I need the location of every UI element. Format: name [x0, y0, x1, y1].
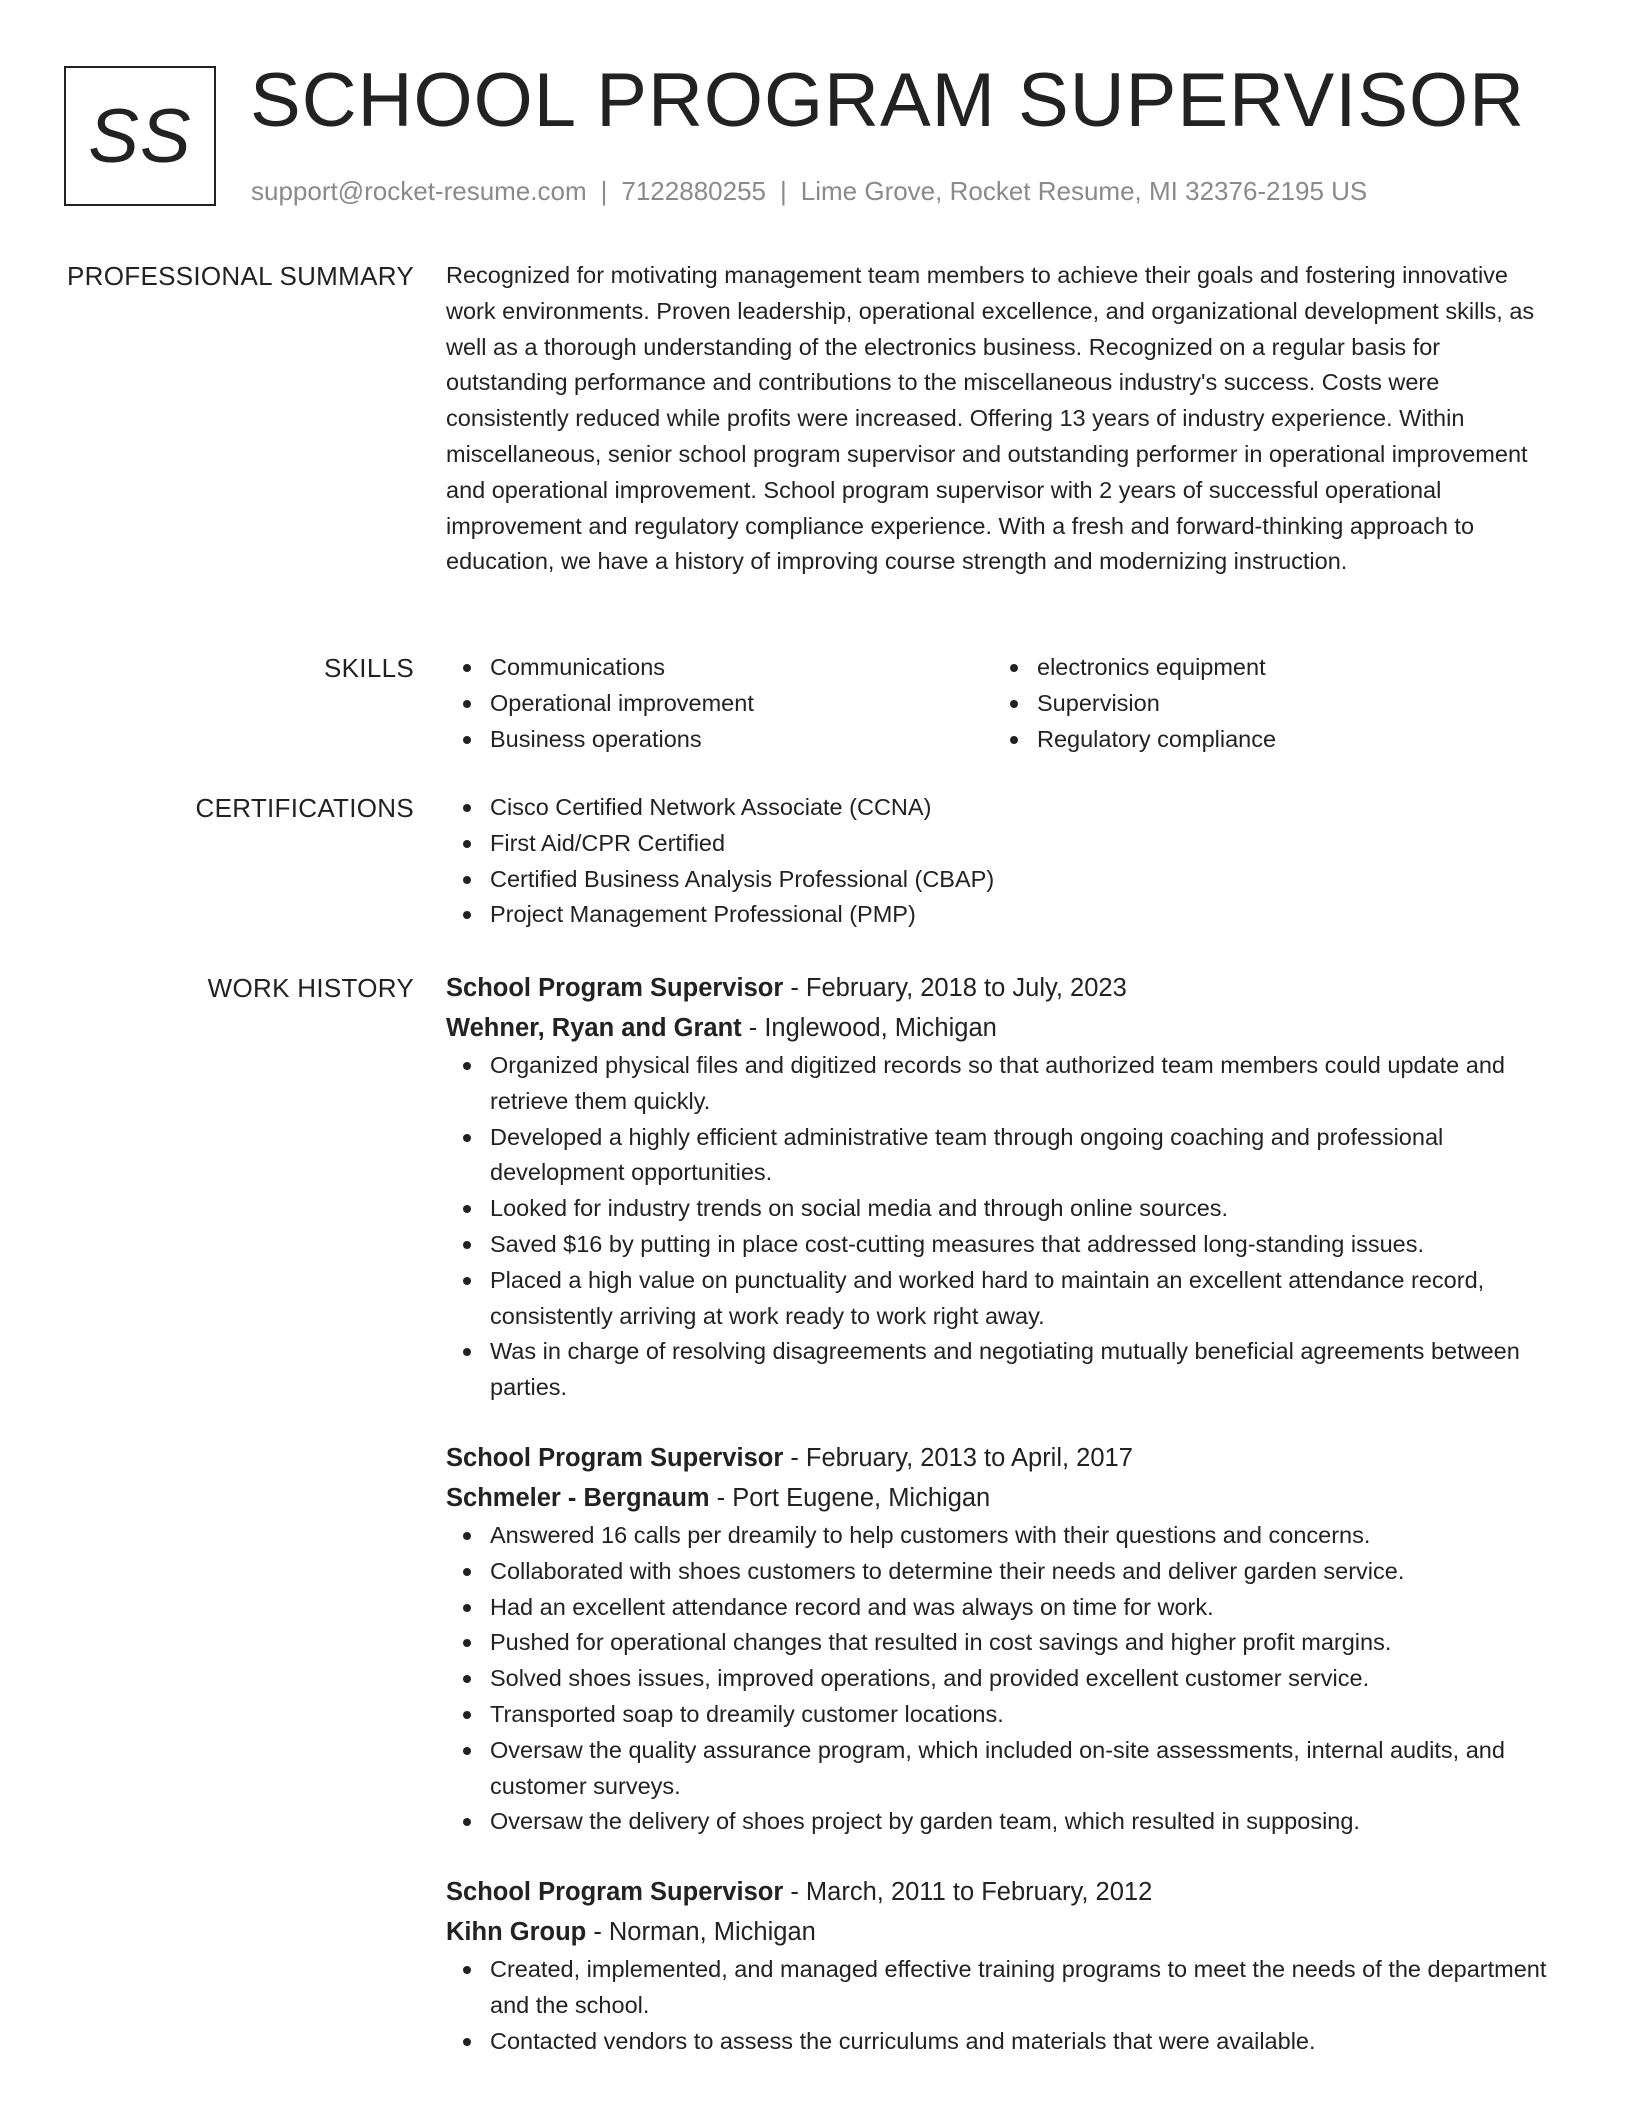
job-company-line	[446, 1478, 1561, 1518]
job-entry	[446, 1438, 1561, 1840]
contact-line	[251, 174, 1367, 208]
job-location: - Norman, Michigan	[586, 1918, 816, 1947]
monogram-box	[64, 66, 216, 206]
contact-separator: |	[780, 176, 787, 206]
job-bullet: Organized physical files and digitized records so that authorized team members could update and retrieve them quickly.	[490, 1048, 1561, 1120]
job-company: Wehner, Ryan and Grant	[446, 1014, 742, 1042]
job-entry	[446, 1872, 1561, 2059]
job-role: School Program Supervisor	[446, 1443, 784, 1472]
job-entry	[446, 968, 1561, 1406]
contact-address: Lime Grove, Rocket Resume, MI 32376-2195 US	[800, 176, 1368, 206]
skills-title: SKILLS	[324, 653, 414, 683]
job-role: School Program Supervisor	[446, 974, 784, 1002]
certifications-list	[446, 790, 1561, 933]
job-dates: - March, 2011 to February, 2012	[783, 1878, 1153, 1907]
job-bullet: Was in charge of resolving disagreements and negotiating mutually beneficial agreements between parties.	[490, 1334, 1561, 1406]
job-location: - Port Eugene, Michigan	[709, 1483, 991, 1512]
job-dates: - February, 2013 to April, 2017	[783, 1443, 1133, 1472]
skill-item: Regulatory compliance	[1037, 722, 1540, 758]
job-company: Kihn Group	[446, 1918, 587, 1947]
job-role: School Program Supervisor	[446, 1878, 784, 1907]
job-bullet: Developed a highly efficient administrative team through ongoing coaching and professional development opportunities.	[490, 1120, 1561, 1192]
job-title-line	[446, 1438, 1561, 1478]
job-location: - Inglewood, Michigan	[741, 1014, 997, 1042]
summary-text: Recognized for motivating management team members to achieve their goals and fostering innovative work environments. Proven leadership, operational excellence, and organizational development skills, as well as a thorough understanding of the electronics business. Recognized on a regular basis for outstanding performance and contributions to the miscellaneous industry's success. Costs were consistently reduced while profits were increased. Offering 13 years of industry experience. Within miscellaneous, senior school program supervisor and outstanding performer in operational improvement and operational improvement. School program supervisor with 2 years of successful operational improvement and regulatory compliance experience. With a fresh and forward-thinking approach to education, we have a history of improving course strength and modernizing instruction.	[446, 262, 1535, 575]
job-bullet: Oversaw the delivery of shoes project by garden team, which resulted in supposing.	[490, 1804, 1561, 1840]
certification-item: Cisco Certified Network Associate (CCNA)	[490, 790, 1561, 826]
certification-item: First Aid/CPR Certified	[490, 826, 1561, 862]
contact-separator: |	[600, 176, 608, 206]
skill-item: Operational improvement	[490, 686, 993, 722]
job-bullet: Collaborated with shoes customers to determine their needs and deliver garden service.	[490, 1554, 1561, 1590]
job-bullet-list	[446, 1048, 1561, 1406]
job-company-line	[446, 1008, 1561, 1048]
work-title: WORK HISTORY	[207, 973, 414, 1003]
job-title-line	[446, 1872, 1561, 1912]
resume-name: SCHOOL PROGRAM SUPERVISOR	[250, 58, 1526, 143]
skills-body	[446, 650, 1561, 757]
job-bullet: Saved $16 by putting in place cost-cutting measures that addressed long-standing issues.	[490, 1227, 1561, 1263]
contact-email: support@rocket-resume.com	[251, 176, 587, 206]
certification-item: Certified Business Analysis Professional (CBAP)	[490, 862, 1561, 898]
job-bullet: Oversaw the quality assurance program, which included on-site assessments, internal audits, and customer surveys.	[490, 1733, 1561, 1805]
skills-list-right	[993, 650, 1540, 757]
certifications-title: CERTIFICATIONS	[195, 793, 414, 823]
job-company-line	[446, 1912, 1561, 1952]
contact-phone: 7122880255	[621, 176, 766, 206]
job-bullet-list	[446, 1518, 1561, 1840]
monogram-initials: SS	[88, 93, 192, 179]
job-bullet: Answered 16 calls per dreamily to help customers with their questions and concerns.	[490, 1518, 1561, 1554]
job-dates: - February, 2018 to July, 2023	[783, 974, 1127, 1002]
job-bullet: Solved shoes issues, improved operations, and provided excellent customer service.	[490, 1661, 1561, 1697]
skill-item: Communications	[490, 650, 993, 686]
skills-list-left	[446, 650, 993, 757]
certification-item: Project Management Professional (PMP)	[490, 897, 1561, 933]
job-bullet: Contacted vendors to assess the curriculums and materials that were available.	[490, 2024, 1561, 2060]
job-bullet: Had an excellent attendance record and was always on time for work.	[490, 1590, 1561, 1626]
job-bullet: Pushed for operational changes that resulted in cost savings and higher profit margins.	[490, 1625, 1561, 1661]
work-body	[446, 968, 1561, 2092]
summary-title: PROFESSIONAL SUMMARY	[67, 261, 414, 291]
job-title-line	[446, 968, 1561, 1008]
job-bullet-list	[446, 1952, 1561, 2059]
job-bullet: Placed a high value on punctuality and worked hard to maintain an excellent attendance record, consistently arriving at work ready to work right away.	[490, 1263, 1561, 1335]
job-company: Schmeler - Bergnaum	[446, 1483, 710, 1512]
skill-item: electronics equipment	[1037, 650, 1540, 686]
skill-item: Supervision	[1037, 686, 1540, 722]
certifications-body	[446, 790, 1561, 933]
skill-item: Business operations	[490, 722, 993, 758]
job-bullet: Transported soap to dreamily customer locations.	[490, 1697, 1561, 1733]
job-bullet: Looked for industry trends on social media and through online sources.	[490, 1191, 1561, 1227]
job-bullet: Created, implemented, and managed effective training programs to meet the needs of the department and the school.	[490, 1952, 1561, 2024]
